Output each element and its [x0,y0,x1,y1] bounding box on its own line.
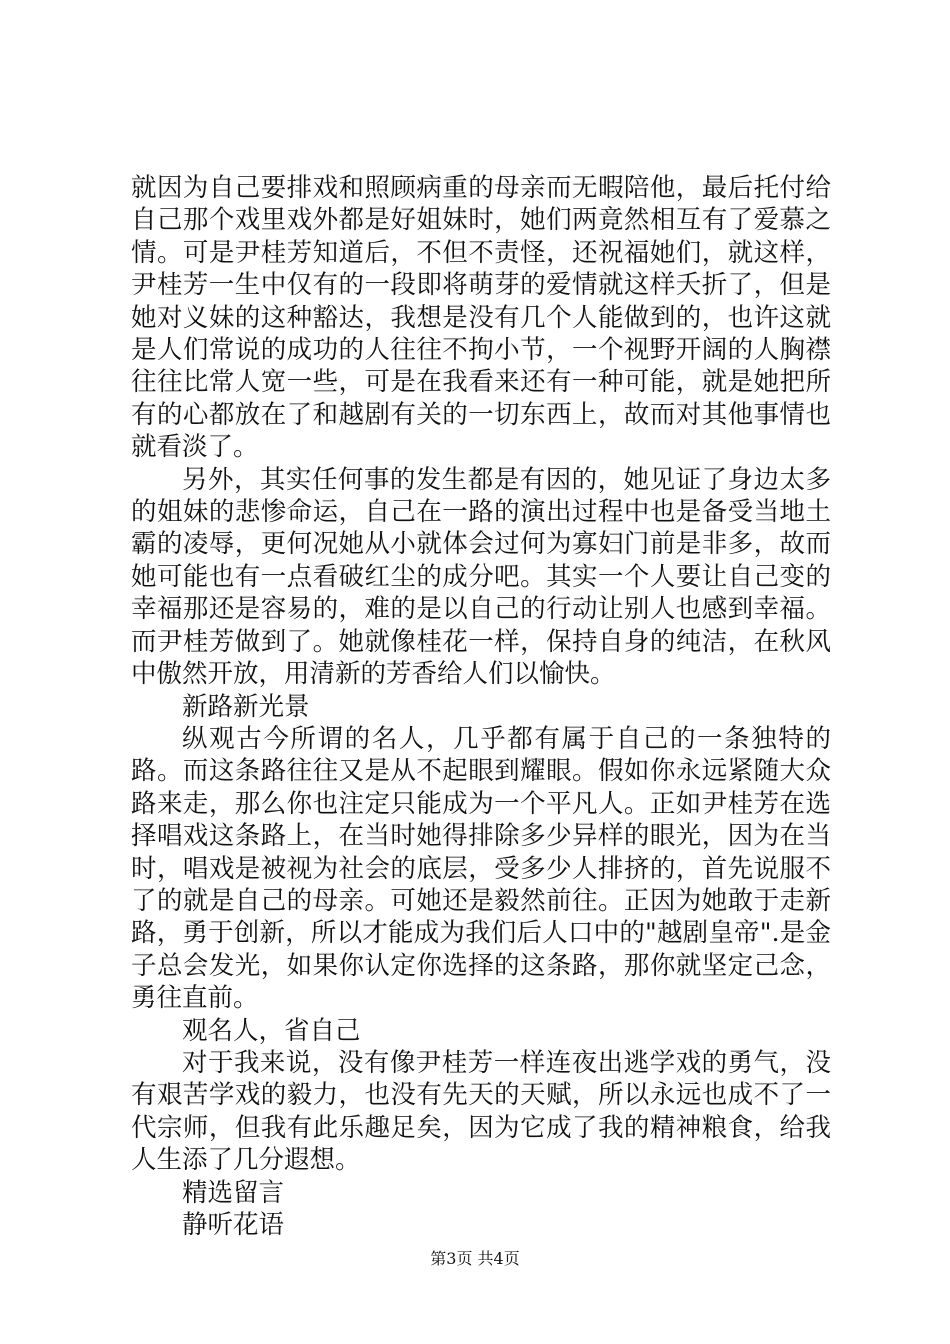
paragraph-continuation: 就因为自己要排戏和照顾病重的母亲而无暇陪他，最后托付给自己那个戏里戏外都是好姐妹时，她们两竟然相互有了爱慕之情。可是尹桂芳知道后，不但不责怪，还祝福她们，就这样，尹桂芳一生中仅有的一段即将萌芽的爱情就这样夭折了，但是她对义妹的这种豁达，我想是没有几个人能做到的，也许这就是人们常说的成功的人往往不拘小节，一个视野开阔的人胸襟往往比常人宽一些，可是在我看来还有一种可能，就是她把所有的心都放在了和越剧有关的一切东西上，故而对其他事情也就看淡了。 [131,173,831,463]
document-body [131,172,831,1241]
section-heading: 观名人，省自己 [182,1015,361,1046]
section-heading: 新路新光景 [182,691,310,722]
section-heading: 精选留言 [182,1177,285,1208]
paragraph: 纵观古今所谓的名人，几乎都有属于自己的一条独特的路。而这条路往往又是从不起眼到耀眼。假如你永远紧随大众路来走，那么你也注定只能成为一个平凡人。正如尹桂芳在选择唱戏这条路上，在当时她得排除多少异样的眼光，因为在当时，唱戏是被视为社会的底层，受多少人排挤的，首先说服不了的就是自己的母亲。可她还是毅然前往。正因为她敢于走新路，勇于创新，所以才能成为我们后人口中的"越剧皇帝".是金子总会发光，如果你认定你选择的这条路，那你就坚定己念，勇往直前。 [131,723,831,1014]
paragraph: 对于我来说，没有像尹桂芳一样连夜出逃学戏的勇气，没有艰苦学戏的毅力，也没有先天的天赋，所以永远也成不了一代宗师，但我有此乐趣足矣，因为它成了我的精神粮食，给我人生添了几分遐想。 [131,1047,831,1176]
section-heading: 静听花语 [182,1210,285,1240]
paragraph: 另外，其实任何事的发生都是有因的，她见证了身边太多的姐妹的悲惨命运，自己在一路的演出过程中也是备受当地土霸的凌辱，更何况她从小就体会过何为寡妇门前是非多，故而她可能也有一点看破红尘的成分吧。其实一个人要让自己变的幸福那还是容易的，难的是以自己的行动让别人也感到幸福。而尹桂芳做到了。她就像桂花一样，保持自身的纯洁，在秋风中傲然开放，用清新的芳香给人们以愉快。 [131,464,831,690]
page-number-footer: 第3页 共4页 [430,1249,520,1268]
